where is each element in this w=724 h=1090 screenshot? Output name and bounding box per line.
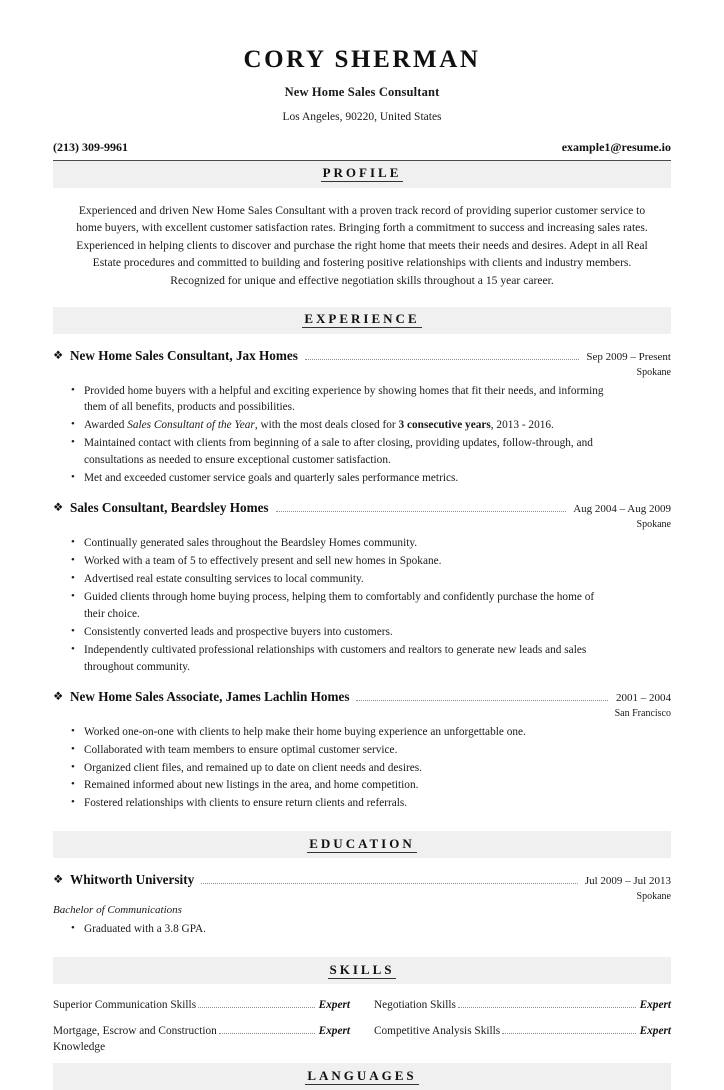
diamond-marker-icon: ❖: [53, 874, 64, 887]
candidate-address: Los Angeles, 90220, United States: [282, 110, 442, 123]
section-title-skills: SKILLS: [329, 961, 395, 977]
leader-dots: [356, 700, 607, 701]
skill-level: Expert: [318, 1025, 350, 1038]
list-item: • Worked one-on-one with clients to help make their home buying experience an unforgettable one.: [53, 724, 604, 741]
skill-name: Mortgage, Escrow and Construction: [53, 1025, 217, 1038]
skill-row: [53, 999, 350, 1012]
list-item: • Provided home buyers with a helpful and exciting experience by showing homes that fit their needs, and informing them of all benefits, products and possibilities.: [53, 383, 604, 417]
entry-header: [53, 348, 671, 378]
candidate-job-title: New Home Sales Consultant: [284, 84, 440, 99]
skill-row: [374, 999, 671, 1012]
list-item: • Awarded Sales Consultant of the Year, with the most deals closed for 3 consecutive years, 2013 - 2016.: [53, 417, 604, 434]
entry-date: Aug 2004 – Aug 2009: [573, 503, 671, 516]
entry-place: Spokane: [636, 519, 671, 531]
entry-place: Spokane: [636, 366, 671, 378]
section-band-experience: [53, 307, 671, 334]
skill-level: Expert: [639, 999, 671, 1012]
skill-name: Competitive Analysis Skills: [374, 1025, 501, 1038]
entry-meta: [585, 875, 671, 902]
entry-heading: Whitworth University: [70, 872, 195, 888]
education-entry: [53, 872, 671, 938]
experience-section: [53, 348, 671, 813]
section-title-languages: LANGUAGES: [307, 1067, 417, 1083]
entry-date: Sep 2009 – Present: [586, 350, 671, 363]
entry-bullet-list: [53, 383, 671, 488]
entry-meta: [586, 351, 671, 378]
education-section: [53, 872, 671, 938]
entry-header: [53, 500, 671, 530]
leader-dots: [198, 1007, 315, 1008]
diamond-marker-icon: ❖: [53, 502, 64, 515]
skills-column-left: [53, 999, 350, 1063]
leader-dots: [305, 359, 580, 360]
list-item: • Maintained contact with clients from beginning of a sale to after closing, providing updates, follow-through, and consultations as needed to ensure exceptional customer satisfaction.: [53, 435, 604, 469]
section-band-education: [53, 831, 671, 858]
candidate-name: CORY SHERMAN: [243, 46, 481, 73]
entry-bullet-list: [53, 724, 671, 813]
award-name: Sales Consultant of the Year: [127, 419, 255, 432]
diamond-marker-icon: ❖: [53, 690, 64, 703]
leader-dots: [458, 1007, 636, 1008]
entry-meta: [615, 692, 671, 719]
duration-emphasis: 3 consecutive years: [398, 419, 491, 432]
skill-level: Expert: [318, 999, 350, 1012]
entry-header: [53, 689, 671, 719]
skill-row: [53, 1025, 350, 1038]
list-item: • Consistently converted leads and prospective buyers into customers.: [53, 624, 604, 641]
section-title-education: EDUCATION: [309, 836, 415, 852]
leader-dots: [502, 1033, 635, 1034]
list-item: • Organized client files, and remained up to date on client needs and desires.: [53, 760, 604, 777]
section-band-profile: [53, 161, 671, 188]
entry-place: Spokane: [636, 891, 671, 903]
entry-header: [53, 872, 671, 902]
entry-meta: [573, 503, 671, 530]
entry-heading: Sales Consultant, Beardsley Homes: [70, 500, 269, 516]
skills-column-right: [374, 999, 671, 1063]
resume-content: [53, 0, 671, 1090]
education-degree: Bachelor of Communications: [53, 904, 182, 917]
leader-dots: [219, 1033, 315, 1034]
experience-entry: [53, 348, 671, 488]
contact-row: [53, 140, 671, 161]
list-item: • Continually generated sales throughout the Beardsley Homes community.: [53, 535, 604, 552]
list-item: • Guided clients through home buying process, helping them to comfortably and confidently purchase the home of their choice.: [53, 589, 604, 623]
entry-bullet-list: [53, 921, 671, 938]
section-title-experience: EXPERIENCE: [304, 311, 420, 327]
contact-phone[interactable]: (213) 309-9961: [53, 139, 128, 154]
list-item: • Graduated with a 3.8 GPA.: [53, 921, 604, 938]
list-item: • Independently cultivated professional relationships with customers and realtors to generate new leads and sales throughout community.: [53, 642, 604, 676]
entry-date: 2001 – 2004: [616, 691, 671, 704]
list-item: • Met and exceeded customer service goals and quarterly sales performance metrics.: [53, 470, 604, 487]
list-item: • Collaborated with team members to ensure optimal customer service.: [53, 742, 604, 759]
resume-header: [53, 0, 671, 123]
skills-section: [53, 999, 671, 1063]
entry-place: San Francisco: [614, 707, 671, 719]
diamond-marker-icon: ❖: [53, 349, 64, 362]
skill-name: Superior Communication Skills: [53, 999, 197, 1012]
list-item: • Advertised real estate consulting services to local community.: [53, 571, 604, 588]
list-item: • Remained informed about new listings in the area, and home competition.: [53, 777, 604, 794]
entry-date: Jul 2009 – Jul 2013: [584, 875, 671, 888]
section-title-profile: PROFILE: [322, 165, 402, 181]
contact-email[interactable]: example1@resume.io: [561, 139, 671, 154]
skill-name-wrap: Knowledge: [53, 1041, 106, 1054]
entry-heading: New Home Sales Consultant, Jax Homes: [70, 347, 298, 363]
experience-entry: [53, 689, 671, 813]
list-item: • Fostered relationships with clients to ensure return clients and referrals.: [53, 795, 604, 812]
skill-level: Expert: [639, 1025, 671, 1038]
experience-entry: [53, 500, 671, 676]
skill-name: Negotiation Skills: [374, 999, 456, 1012]
leader-dots: [201, 883, 578, 884]
profile-section: [53, 202, 671, 307]
skill-row: [374, 1025, 671, 1038]
section-band-skills: [53, 957, 671, 984]
profile-text: Experienced and driven New Home Sales Consultant with a proven track record of providing superior customer service to home buyers, with excellent customer satisfaction rates. Bringing forth a commitment to success and increasing sales rates. Experienced in helping clients to discover and purchase the right home that meets their needs and desires. Adept in all Real Estate procedures and committed to building and fostering positive relationships with clients and industry members. Recognized for unique and effective negotiation skills throughout a 15 year career.: [76, 203, 648, 287]
entry-bullet-list: [53, 535, 671, 676]
leader-dots: [276, 511, 567, 512]
entry-heading: New Home Sales Associate, James Lachlin Homes: [70, 688, 350, 704]
section-band-languages: [53, 1063, 671, 1090]
list-item: • Worked with a team of 5 to effectively present and sell new homes in Spokane.: [53, 553, 604, 570]
